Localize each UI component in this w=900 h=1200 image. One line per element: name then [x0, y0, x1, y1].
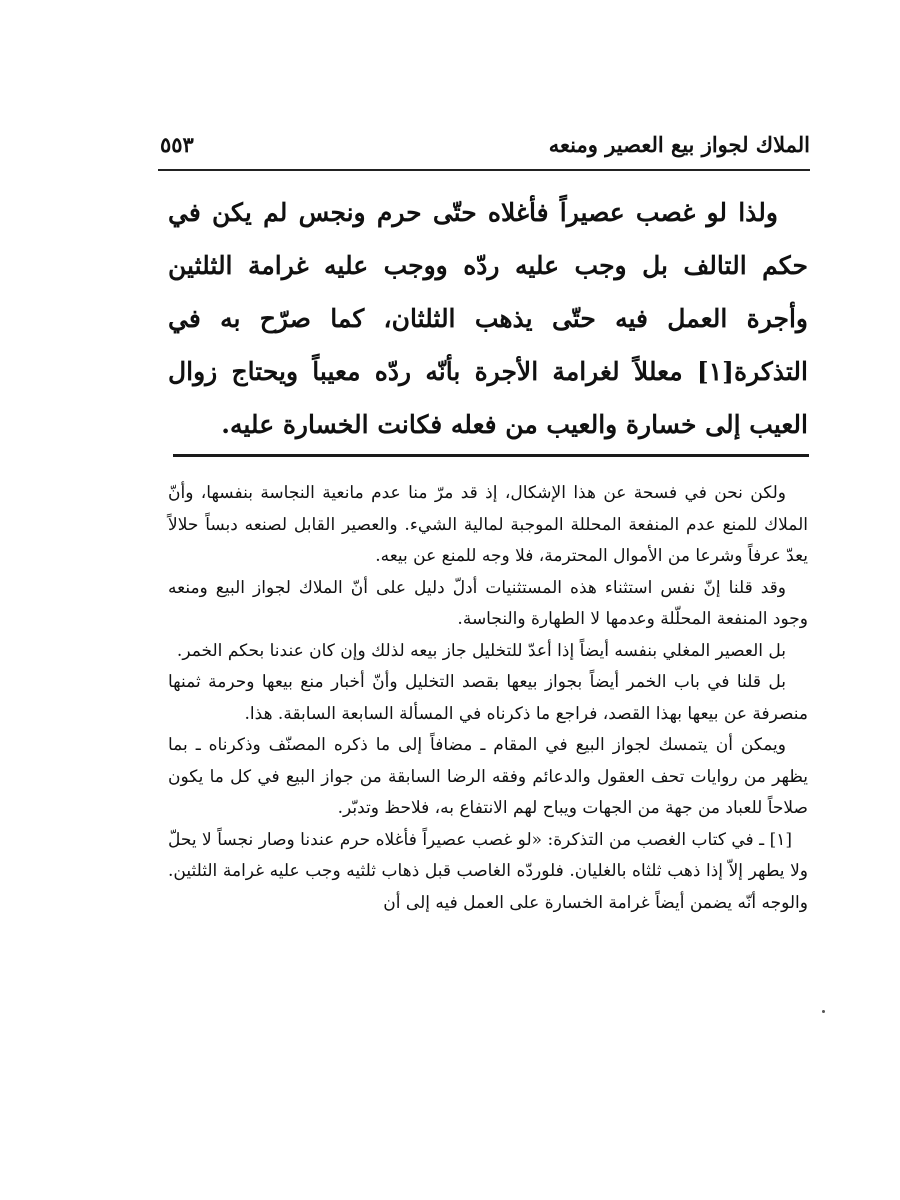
commentary-paragraph: وقد قلنا إنّ نفس استثناء هذه المستثنيات أدلّ دليل على أنّ الملاك لجواز البيع ومنعه وجود المنفعة المحلّلة وعدمها لا الطهارة والنجاسة.	[168, 577, 808, 629]
footnote-separator	[173, 454, 809, 457]
commentary-paragraph: بل قلنا في باب الخمر أيضاً بجواز بيعها بقصد التخليل وأنّ أخبار منع بيعها وحرمة ثمنها منصرفة عن بيعها بهذا القصد، فراجع ما ذكرناه في المسألة السابعة السابقة. هذا.	[168, 672, 808, 724]
commentary-paragraph: ويمكن أن يتمسك لجواز البيع في المقام ـ مضافاً إلى ما ذكره المصنّف وذكرناه ـ بما يظهر من روايات تحف العقول والدعائم وفقه الرضا السابقة من جواز البيع في كل ما يكون صلاحاً للعباد من جهة من الجهات ويباح لهم الانتفاع به، فلاحظ وتدبّر.	[168, 735, 808, 818]
header-title: الملاك لجواز بيع العصير ومنعه	[548, 132, 810, 157]
main-paragraph: ولذا لو غصب عصيراً فأغلاه حتّى حرم ونجس لم يكن في حكم التالف بل وجب عليه ردّه ووجب عليه غرامة الثلثين وأجرة العمل فيه حتّى يذهب الثلثان، كما صرّح به في التذكرة[١] معللاً لغرامة الأجرة بأنّه ردّه معيباً ويحتاج زوال العيب إلى خسارة والعيب من فعله فكانت الخسارة عليه.	[168, 198, 808, 439]
page-number: ٥٥٣	[160, 132, 194, 157]
header-rule	[158, 169, 810, 171]
footnote-1: [١] ـ في كتاب الغصب من التذكرة: «لو غصب عصيراً فأغلاه حرم عندنا وصار نجساً لا يحلّ ولا يطهر إلاّ إذا ذهب ثلثاه بالغليان. فلوردّه الغاصب قبل ذهاب ثلثيه وجب عليه غرامة الثلثين. والوجه أنّه يضمن أيضاً غرامة الخسارة على العمل فيه إلى أن	[168, 829, 808, 913]
commentary-paragraph: بل العصير المغلي بنفسه أيضاً إذا أعدّ للتخليل جاز بيعه لذلك وإن كان عندنا بحكم الخمر.	[176, 640, 786, 661]
running-header	[160, 128, 810, 168]
footnotes-section	[168, 478, 808, 919]
commentary-paragraph: ولكن نحن في فسحة عن هذا الإشكال، إذ قد مرّ منا عدم مانعية النجاسة بنفسها، وأنّ الملاك للمنع عدم المنفعة المحللة الموجبة لمالية الشيء. والعصير القابل لصنعه دبساً حلالاً يعدّ عرفاً وشرعا من الأموال المحترمة، فلا وجه للمنع عن بيعه.	[168, 483, 808, 566]
scan-speck	[822, 1010, 825, 1013]
main-text	[168, 186, 808, 451]
